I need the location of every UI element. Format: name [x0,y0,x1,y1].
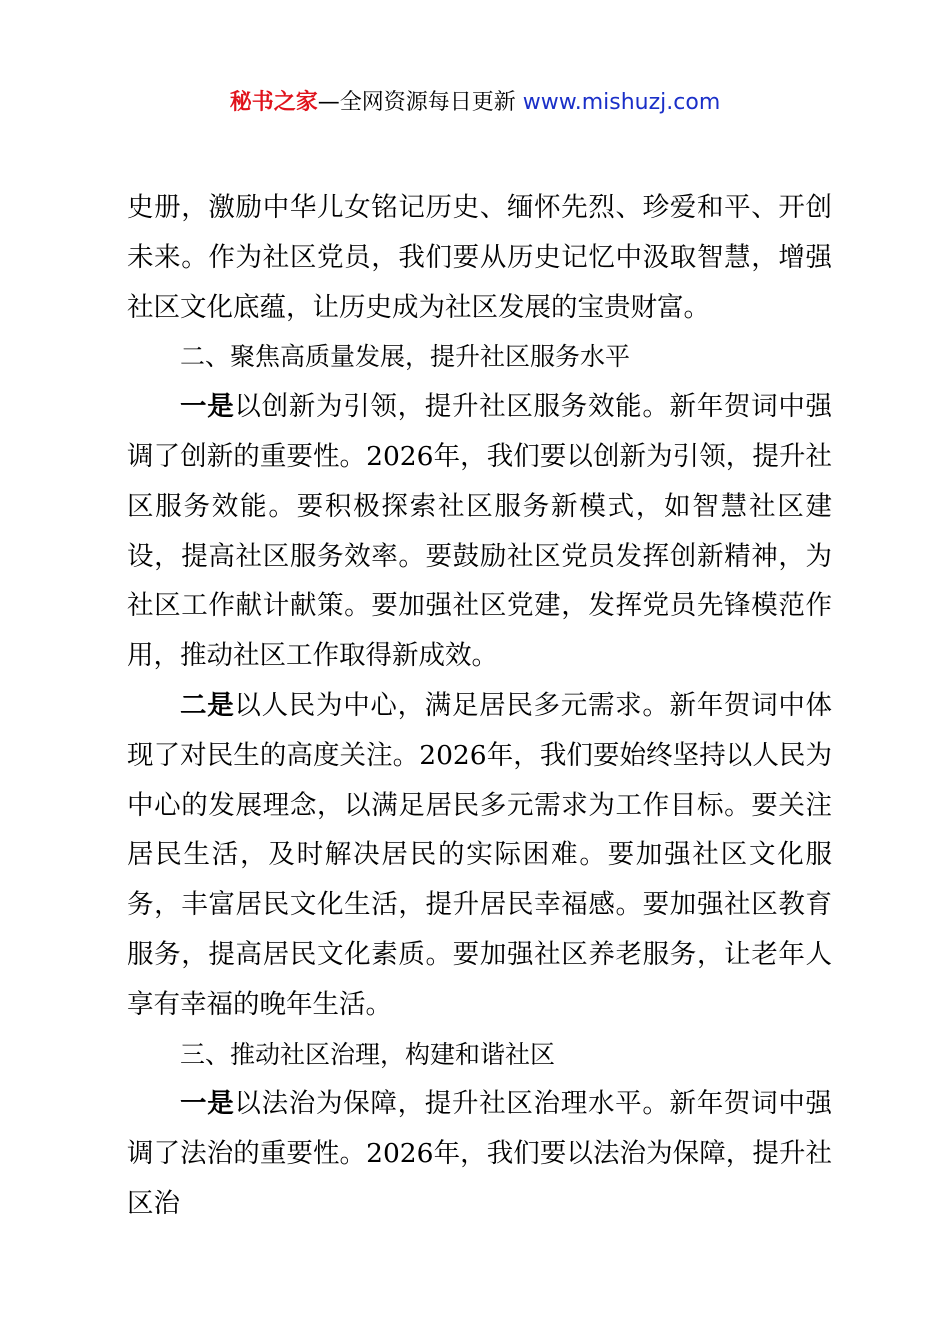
paragraph-continued: 史册，激励中华儿女铭记历史、缅怀先烈、珍爱和平、开创未来。作为社区党员，我们要从历史记忆中汲取智慧，增强社区文化底蕴，让历史成为社区发展的宝贵财富。 [127,192,832,323]
paragraph-lead: 二是 [180,689,235,721]
paragraph-lead: 一是 [180,391,235,423]
section-heading-3: 三、推动社区治理，构建和谐社区 [180,1039,556,1069]
paragraph-text: 以人民为中心，满足居民多元需求。新年贺词中体现了对民生的高度关注。2026年，我们要始终坚持以人民为中心的发展理念，以满足居民多元需求为工作目标。要关注居民生活，及时解决居民的实际困难。要加强社区文化服务，丰富居民文化生活，提升居民幸福感。要加强社区教育服务，提高居民文化素质。要加强社区养老服务，让老年人享有幸福的晚年生活。 [127,689,833,1020]
document-body [127,183,832,1229]
website-url[interactable]: www.mishuzj.com [522,90,721,115]
page-header [0,86,950,120]
section-heading-2: 二、聚焦高质量发展，提升社区服务水平 [180,342,631,372]
brand-name: 秘书之家 [229,90,318,115]
paragraph-text: 以法治为保障，提升社区治理水平。新年贺词中强调了法治的重要性。2026年，我们要以法治为保障，提升社区治 [127,1088,833,1219]
paragraph-point-2 [127,681,832,1030]
header-tagline: —全网资源每日更新 [317,90,516,115]
paragraph-point-1 [127,382,832,681]
paragraph-lead: 一是 [180,1088,235,1120]
paragraph-text: 以创新为引领，提升社区服务效能。新年贺词中强调了创新的重要性。2026年，我们要以创新为引领，提升社区服务效能。要积极探索社区服务新模式，如智慧社区建设，提高社区服务效率。要鼓励社区党员发挥创新精神，为社区工作献计献策。要加强社区党建，发挥党员先锋模范作用，推动社区工作取得新成效。 [127,391,833,672]
paragraph-point-3 [127,1079,832,1228]
